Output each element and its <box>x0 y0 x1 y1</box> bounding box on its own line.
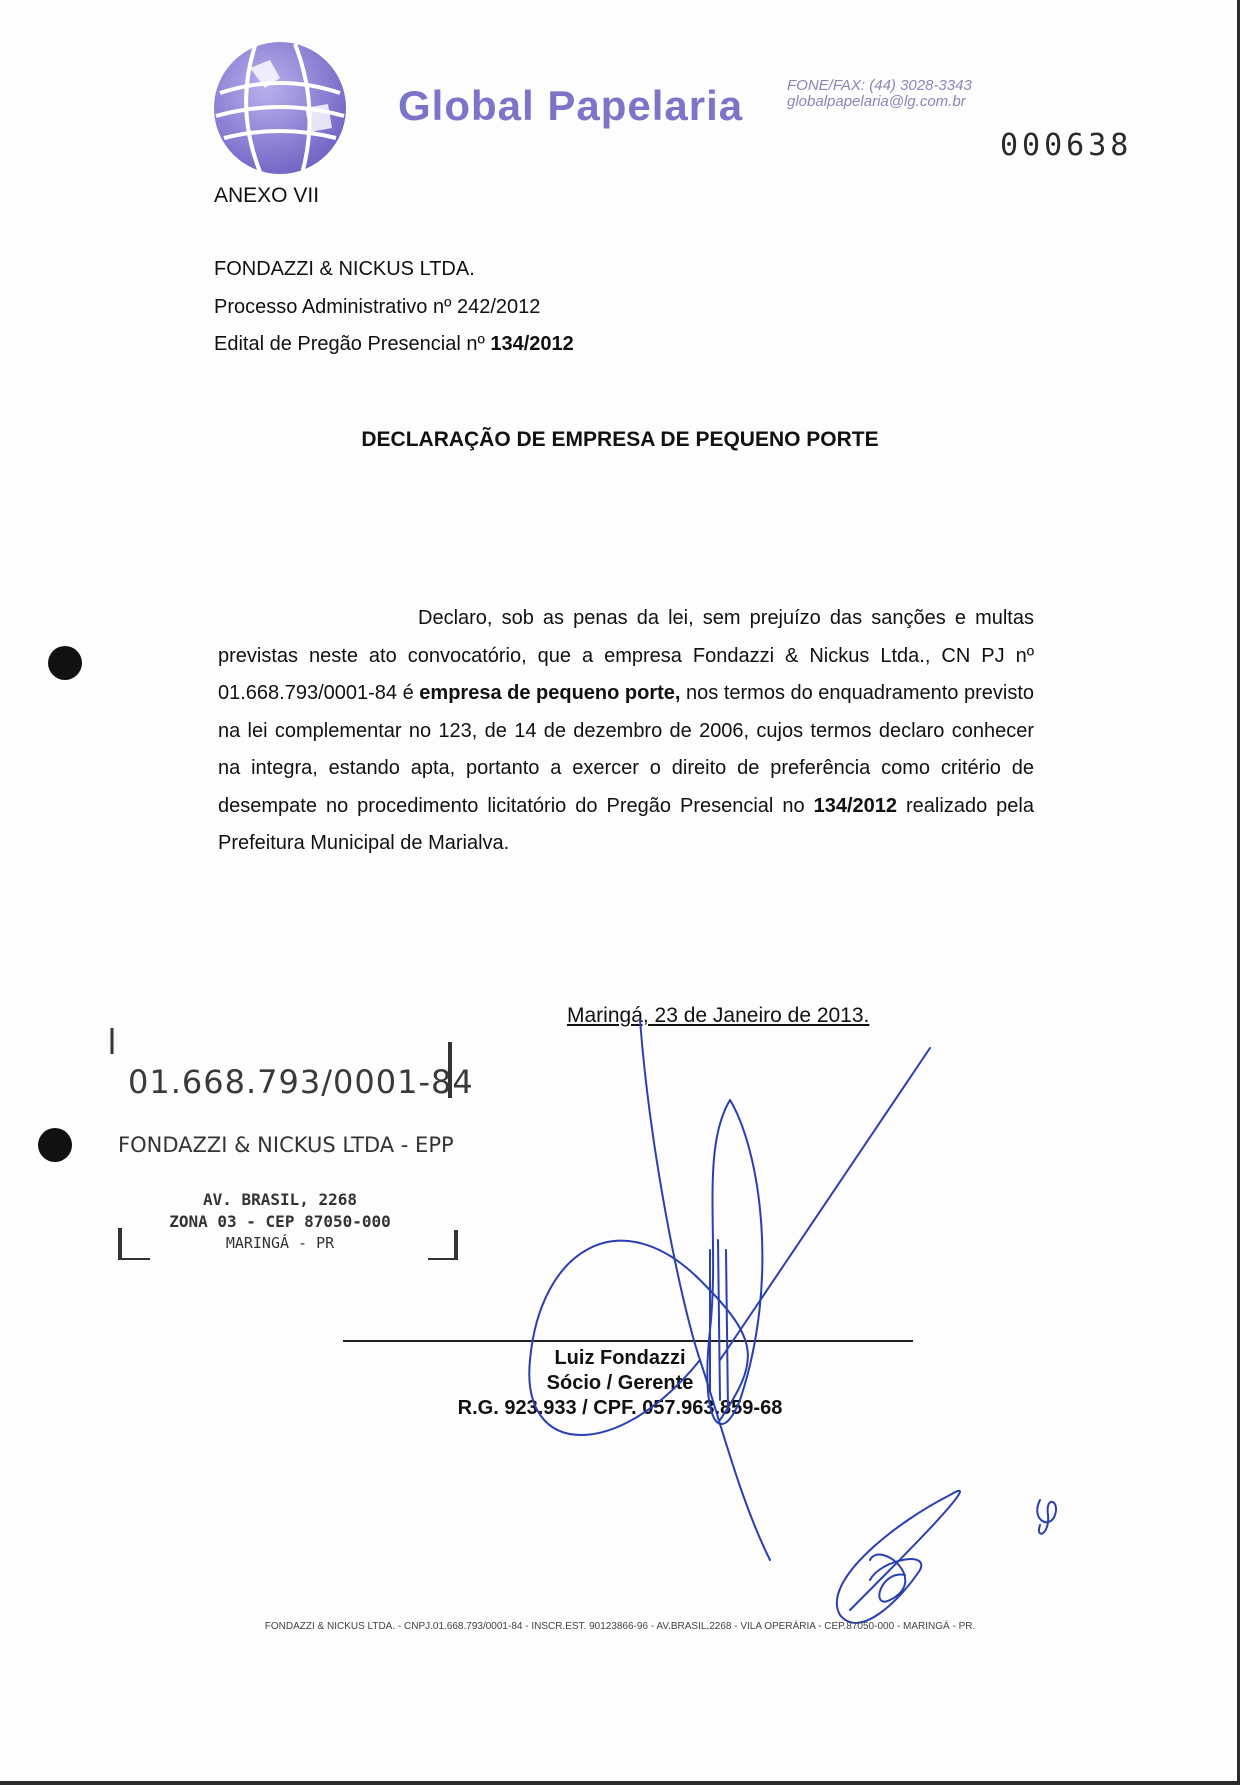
stamp-zone: ZONA 03 - CEP 87050-000 <box>169 1212 391 1231</box>
body-bold-2: 134/2012 <box>813 794 898 817</box>
body-bold-1: empresa de pequeno porte, <box>419 682 681 704</box>
brand-name: Global Papelaria <box>398 82 744 129</box>
punch-hole-top <box>48 646 82 680</box>
signature-line <box>343 1340 913 1342</box>
company-name: FONDAZZI & NICKUS LTDA. <box>214 258 475 280</box>
process-number: Processo Administrativo nº 242/2012 <box>214 296 541 318</box>
stamp-street: AV. BRASIL, 2268 <box>202 1190 358 1209</box>
edital-value: 134/2012 <box>490 333 574 355</box>
edital-prefix: Edital de Pregão Presencial nº <box>214 333 491 355</box>
declaration-body <box>218 600 1034 863</box>
page-sequence-number: 000638 <box>1000 128 1133 163</box>
signer-ids: R.G. 923.933 / CPF. 057.963.859-68 <box>457 1397 783 1419</box>
date-line: Maringá, 23 de Janeiro de 2013. <box>567 1004 870 1027</box>
signer-role: Sócio / Gerente <box>546 1372 694 1394</box>
annex-label: ANEXO VII <box>214 184 320 207</box>
body-text-2: nos termos do enquadramento previsto na lei complementar no 123, de 14 de dezembro de 2006, cujos termos declaro conhecer na integra, estando apta, portanto a exercer o direito de preferência como critério de desempate no procedimento licitatório do Pregão Presencial no <box>218 682 1035 817</box>
footer-company-info: FONDAZZI & NICKUS LTDA. - CNPJ.01.668.793/0001-84 - INSCR.EST. 90123866-96 - AV.BRASIL,2268 - VILA OPERÁRIA - CEP.87050-000 - MARINGÁ - PR. <box>264 1621 976 1632</box>
globe-logo-icon <box>210 38 350 178</box>
stamp-cnpj: 01.668.793/0001-84 <box>128 1063 474 1101</box>
phone-text: FONE/FAX: (44) 3028-3343 <box>787 77 972 94</box>
stamp-company-name: FONDAZZI & NICKUS LTDA - EPP <box>118 1133 454 1157</box>
body-text-1: Declaro, sob as penas da lei, sem prejuízo das sanções e multas previstas neste ato convocatório, que a empresa Fondazzi & Nickus Ltda., CN PJ nº 01.668.793/0001-84 é <box>218 607 1034 704</box>
email-text: globalpapelaria@lg.com.br <box>787 93 966 110</box>
declaration-title: DECLARAÇÃO DE EMPRESA DE PEQUENO PORTE <box>361 428 879 451</box>
stamp-city: MARINGÁ - PR <box>225 1234 335 1252</box>
body-text-3: realizado pela Prefeitura Municipal de Marialva. <box>218 794 1034 854</box>
punch-hole-bottom <box>38 1128 72 1162</box>
edital-number <box>214 333 574 356</box>
signer-name: Luiz Fondazzi <box>554 1347 686 1369</box>
contact-info <box>787 78 972 110</box>
